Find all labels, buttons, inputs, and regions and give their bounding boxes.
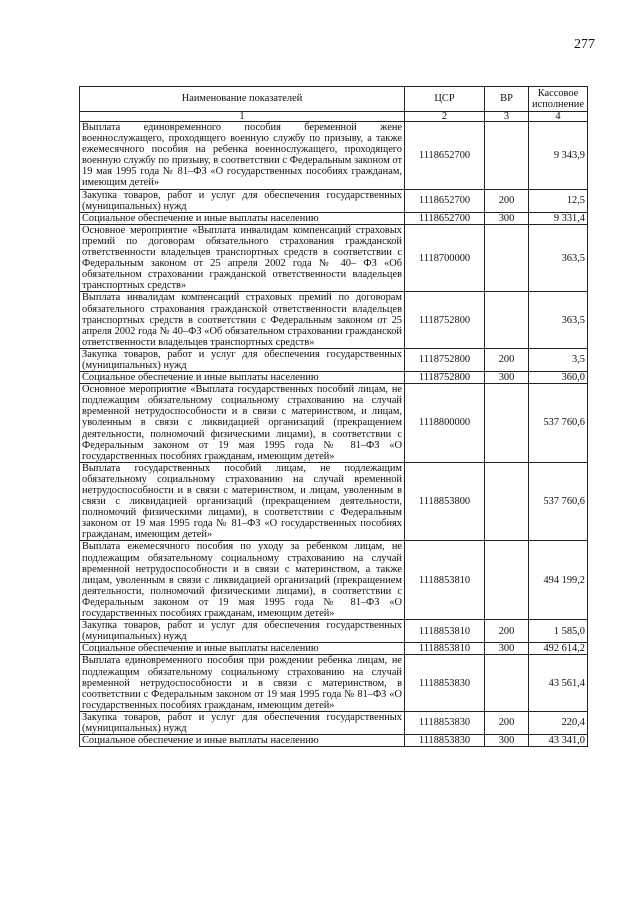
- table-row: [80, 462, 588, 541]
- row-vr-cell: 300: [485, 735, 529, 747]
- row-vr-cell: 300: [485, 372, 529, 384]
- table-row: [80, 735, 588, 747]
- row-vr-cell: [485, 384, 529, 463]
- table-row: [80, 348, 588, 371]
- row-vr-cell: 200: [485, 189, 529, 212]
- header-csr: ЦСР: [405, 87, 485, 112]
- table-header-row: [80, 87, 588, 112]
- row-vr-cell: 300: [485, 643, 529, 655]
- column-index: 3: [485, 112, 529, 122]
- row-name-cell: Выплата единовременного пособия беременной жене военнослужащего, проходящего военную службу по призыву, а также ежемесячного пособия на ребенка военнослужащего, проходящего военную службу по призыву, в соответствии с Федеральным законом от 19 мая 1995 года № 81–ФЗ «О государственных пособиях гражданам, имеющим детей»: [80, 122, 405, 190]
- table-row: [80, 292, 588, 348]
- row-csr-cell: 1118853800: [405, 462, 485, 541]
- row-csr-cell: 1118853810: [405, 541, 485, 620]
- row-amount-cell: 360,0: [529, 372, 588, 384]
- row-name-cell: Выплата инвалидам компенсаций страховых премий по договорам обязательного страхования гражданской ответственности владельцев транспортных средств в соответствии с Федеральным законом от 25 апреля 2002 года № 40–ФЗ «Об обязательном страховании гражданской ответственности владельцев транспортных средств»: [80, 292, 405, 348]
- row-name-cell: Основное мероприятие «Выплата государственных пособий лицам, не подлежащим обязательному социальному страхованию на случай временной нетрудоспособности и в связи с материнством, и лицам, уволенным в связи с ликвидацией организаций (прекращением деятельности, полномочий физическими лицами), в соответствии с Федеральным законом от 19 мая 1995 года № 81–ФЗ «О государственных пособиях гражданам, имеющим детей»: [80, 384, 405, 463]
- row-amount-cell: 220,4: [529, 711, 588, 734]
- table-row: [80, 122, 588, 190]
- row-amount-cell: 1 585,0: [529, 620, 588, 643]
- row-amount-cell: 12,5: [529, 189, 588, 212]
- row-csr-cell: 1118800000: [405, 384, 485, 463]
- table-row: [80, 541, 588, 620]
- table-row: [80, 655, 588, 711]
- row-csr-cell: 1118853810: [405, 643, 485, 655]
- table-row: [80, 384, 588, 463]
- row-vr-cell: 200: [485, 348, 529, 371]
- row-name-cell: Социальное обеспечение и иные выплаты населению: [80, 372, 405, 384]
- column-index: 1: [80, 112, 405, 122]
- row-amount-cell: 492 614,2: [529, 643, 588, 655]
- row-name-cell: Социальное обеспечение и иные выплаты населению: [80, 212, 405, 224]
- row-amount-cell: 537 760,6: [529, 384, 588, 463]
- row-csr-cell: 1118652700: [405, 189, 485, 212]
- table-row: [80, 643, 588, 655]
- row-amount-cell: 43 561,4: [529, 655, 588, 711]
- table-row: [80, 212, 588, 224]
- table-row: [80, 224, 588, 292]
- row-amount-cell: 537 760,6: [529, 462, 588, 541]
- row-name-cell: Закупка товаров, работ и услуг для обеспечения государственных (муниципальных) нужд: [80, 348, 405, 371]
- row-name-cell: Закупка товаров, работ и услуг для обеспечения государственных (муниципальных) нужд: [80, 189, 405, 212]
- row-csr-cell: 1118853830: [405, 655, 485, 711]
- row-amount-cell: 9 343,9: [529, 122, 588, 190]
- page-number: 277: [574, 37, 595, 52]
- row-vr-cell: [485, 292, 529, 348]
- header-vr: ВР: [485, 87, 529, 112]
- row-amount-cell: 494 199,2: [529, 541, 588, 620]
- row-vr-cell: [485, 655, 529, 711]
- row-vr-cell: [485, 224, 529, 292]
- row-vr-cell: 200: [485, 711, 529, 734]
- table-row: [80, 189, 588, 212]
- row-vr-cell: 200: [485, 620, 529, 643]
- row-csr-cell: 1118752800: [405, 348, 485, 371]
- row-name-cell: Основное мероприятие «Выплата инвалидам компенсаций страховых премий по договорам обязательного страхования гражданской ответственности владельцев транспортных средств в соответствии с Федеральным законом от 25 апреля 2002 года № 40– ФЗ «Об обязательном страховании гражданской ответственности владельцев транспортных средств»: [80, 224, 405, 292]
- row-csr-cell: 1118652700: [405, 212, 485, 224]
- row-amount-cell: 3,5: [529, 348, 588, 371]
- row-name-cell: Выплата государственных пособий лицам, не подлежащим обязательному социальному страхованию на случай временной нетрудоспособности и в связи с материнством, и лицам, уволенным в связи с ликвидацией организаций (прекращением деятельности, полномочий физическими лицами), в соответствии с Федеральным законом от 19 мая 1995 года № 81–ФЗ «О государственных пособиях гражданам, имеющим детей»: [80, 462, 405, 541]
- row-amount-cell: 363,5: [529, 224, 588, 292]
- row-csr-cell: 1118752800: [405, 372, 485, 384]
- column-index: 2: [405, 112, 485, 122]
- column-index: 4: [529, 112, 588, 122]
- row-vr-cell: [485, 122, 529, 190]
- row-amount-cell: 43 341,0: [529, 735, 588, 747]
- row-vr-cell: 300: [485, 212, 529, 224]
- table-row: [80, 372, 588, 384]
- row-csr-cell: 1118853830: [405, 735, 485, 747]
- row-name-cell: Закупка товаров, работ и услуг для обеспечения государственных (муниципальных) нужд: [80, 711, 405, 734]
- row-name-cell: Социальное обеспечение и иные выплаты населению: [80, 735, 405, 747]
- row-amount-cell: 363,5: [529, 292, 588, 348]
- row-csr-cell: 1118752800: [405, 292, 485, 348]
- row-name-cell: Социальное обеспечение и иные выплаты населению: [80, 643, 405, 655]
- row-name-cell: Выплата единовременного пособия при рождении ребенка лицам, не подлежащим обязательному социальному страхованию на случай временной нетрудоспособности и в связи с материнством, в соответствии с Федеральным законом от 19 мая 1995 года № 81–ФЗ «О государственных пособиях гражданам, имеющим детей»: [80, 655, 405, 711]
- row-name-cell: Закупка товаров, работ и услуг для обеспечения государственных (муниципальных) нужд: [80, 620, 405, 643]
- header-amount: Кассовое исполнение: [529, 87, 588, 112]
- column-index-row: [80, 112, 588, 122]
- table-row: [80, 711, 588, 734]
- row-csr-cell: 1118652700: [405, 122, 485, 190]
- row-vr-cell: [485, 541, 529, 620]
- row-amount-cell: 9 331,4: [529, 212, 588, 224]
- table-row: [80, 620, 588, 643]
- row-vr-cell: [485, 462, 529, 541]
- budget-execution-table: [79, 86, 588, 747]
- row-csr-cell: 1118700000: [405, 224, 485, 292]
- header-name: Наименование показателей: [80, 87, 405, 112]
- row-csr-cell: 1118853810: [405, 620, 485, 643]
- row-csr-cell: 1118853830: [405, 711, 485, 734]
- row-name-cell: Выплата ежемесячного пособия по уходу за ребенком лицам, не подлежащим обязательному социальному страхованию на случай временной нетрудоспособности и в связи с материнством, а также лицам, уволенным в связи с ликвидацией организаций (прекращением деятельности, полномочий физическими лицами), в соответствии с Федеральным законом от 19 мая 1995 года № 81–ФЗ «О государственных пособиях гражданам, имеющим детей»: [80, 541, 405, 620]
